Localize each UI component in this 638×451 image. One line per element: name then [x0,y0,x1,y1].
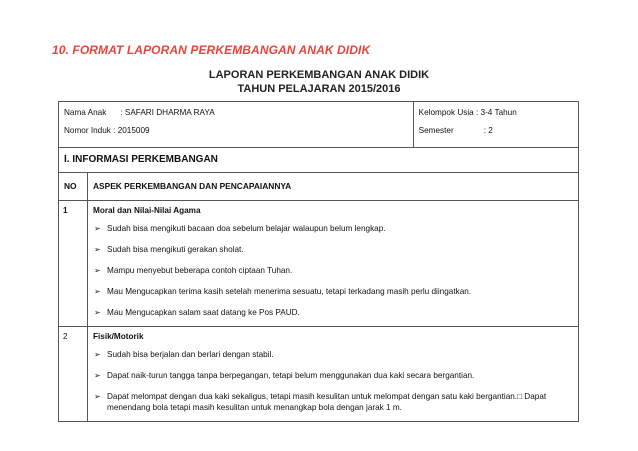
arrow-bullet-icon: ➢ [94,392,101,401]
aspect-content [88,201,579,327]
arrow-bullet-icon: ➢ [94,266,101,275]
student-info-row [59,102,579,148]
aspect-row [59,201,579,327]
aspect-title: Moral dan Nilai-Nilai Agama [93,206,201,215]
semester-value: : 2 [483,126,493,135]
student-name-value: : SAFARI DHARMA RAYA [120,108,215,117]
aspect-title: Fisik/Motorik [93,332,144,341]
list-item [93,391,573,413]
list-item-text: Sudah bisa mengikuti gerakan sholat. [107,245,244,254]
semester-label: Semester [418,126,454,135]
list-item-text: Mau Mengucapkan terima kasih setelah menerima sesuatu, tetapi terkadang masih perlu diingatkan. [107,287,472,296]
student-info-right [413,102,578,148]
list-item [93,223,573,234]
column-header-aspect: ASPEK PERKEMBANGAN DAN PENCAPAIANNYA [88,173,579,201]
list-item-text: Mampu menyebut beberapa contoh ciptaan Tuhan. [107,266,293,275]
report-title: LAPORAN PERKEMBANGAN ANAK DIDIK [208,69,430,81]
age-group: Kelompok Usia : 3-4 Tahun [418,108,517,117]
arrow-bullet-icon: ➢ [94,287,101,296]
report-table [58,101,579,422]
list-item [93,307,573,318]
list-item [93,244,573,255]
arrow-bullet-icon: ➢ [94,371,101,380]
column-header-no: NO [59,173,88,201]
aspect-row [59,327,579,422]
list-item [93,349,573,360]
arrow-bullet-icon: ➢ [94,350,101,359]
list-item [93,370,573,381]
arrow-bullet-icon: ➢ [94,308,101,317]
column-header-row [59,173,579,201]
arrow-bullet-icon: ➢ [94,245,101,254]
list-item-text: Mau Mengucapkan salam saat datang ke Pos PAUD. [107,308,300,317]
list-item-text: Dapat naik-turun tangga tanpa berpegangan, tetapi belum menggunakan dua kaki secara bergantian. [107,371,475,380]
list-item-text: Dapat melompat dengan dua kaki sekaligus, tetapi masih kesulitan untuk melompat dengan satu kaki bergantian.□ Dapat menendang bola tetapi masih kesulitan untuk menangkap bola dengan jarak 1 m. [107,392,547,412]
aspect-number: 2 [59,327,88,422]
student-name-line [64,107,408,125]
list-item-text: Sudah bisa berjalan dan berlari dengan stabil. [107,350,274,359]
semester-line [419,125,573,143]
student-name-label: Nama Anak [64,108,107,117]
list-item [93,265,573,276]
aspect-content [88,327,579,422]
info-section-title: I. INFORMASI PERKEMBANGAN [59,148,579,173]
list-item-text: Sudah bisa mengikuti bacaan doa sebelum belajar walaupun belum lengkap. [107,224,386,233]
info-section-row [59,148,579,173]
section-heading: 10. FORMAT LAPORAN PERKEMBANGAN ANAK DIDIK [52,43,371,57]
report-subtitle: TAHUN PELAJARAN 2015/2016 [237,83,401,95]
student-id: Nomor Induk : 2015009 [64,126,150,135]
list-item [93,286,573,297]
student-info-left [59,102,414,148]
arrow-bullet-icon: ➢ [94,224,101,233]
aspect-number: 1 [59,201,88,327]
